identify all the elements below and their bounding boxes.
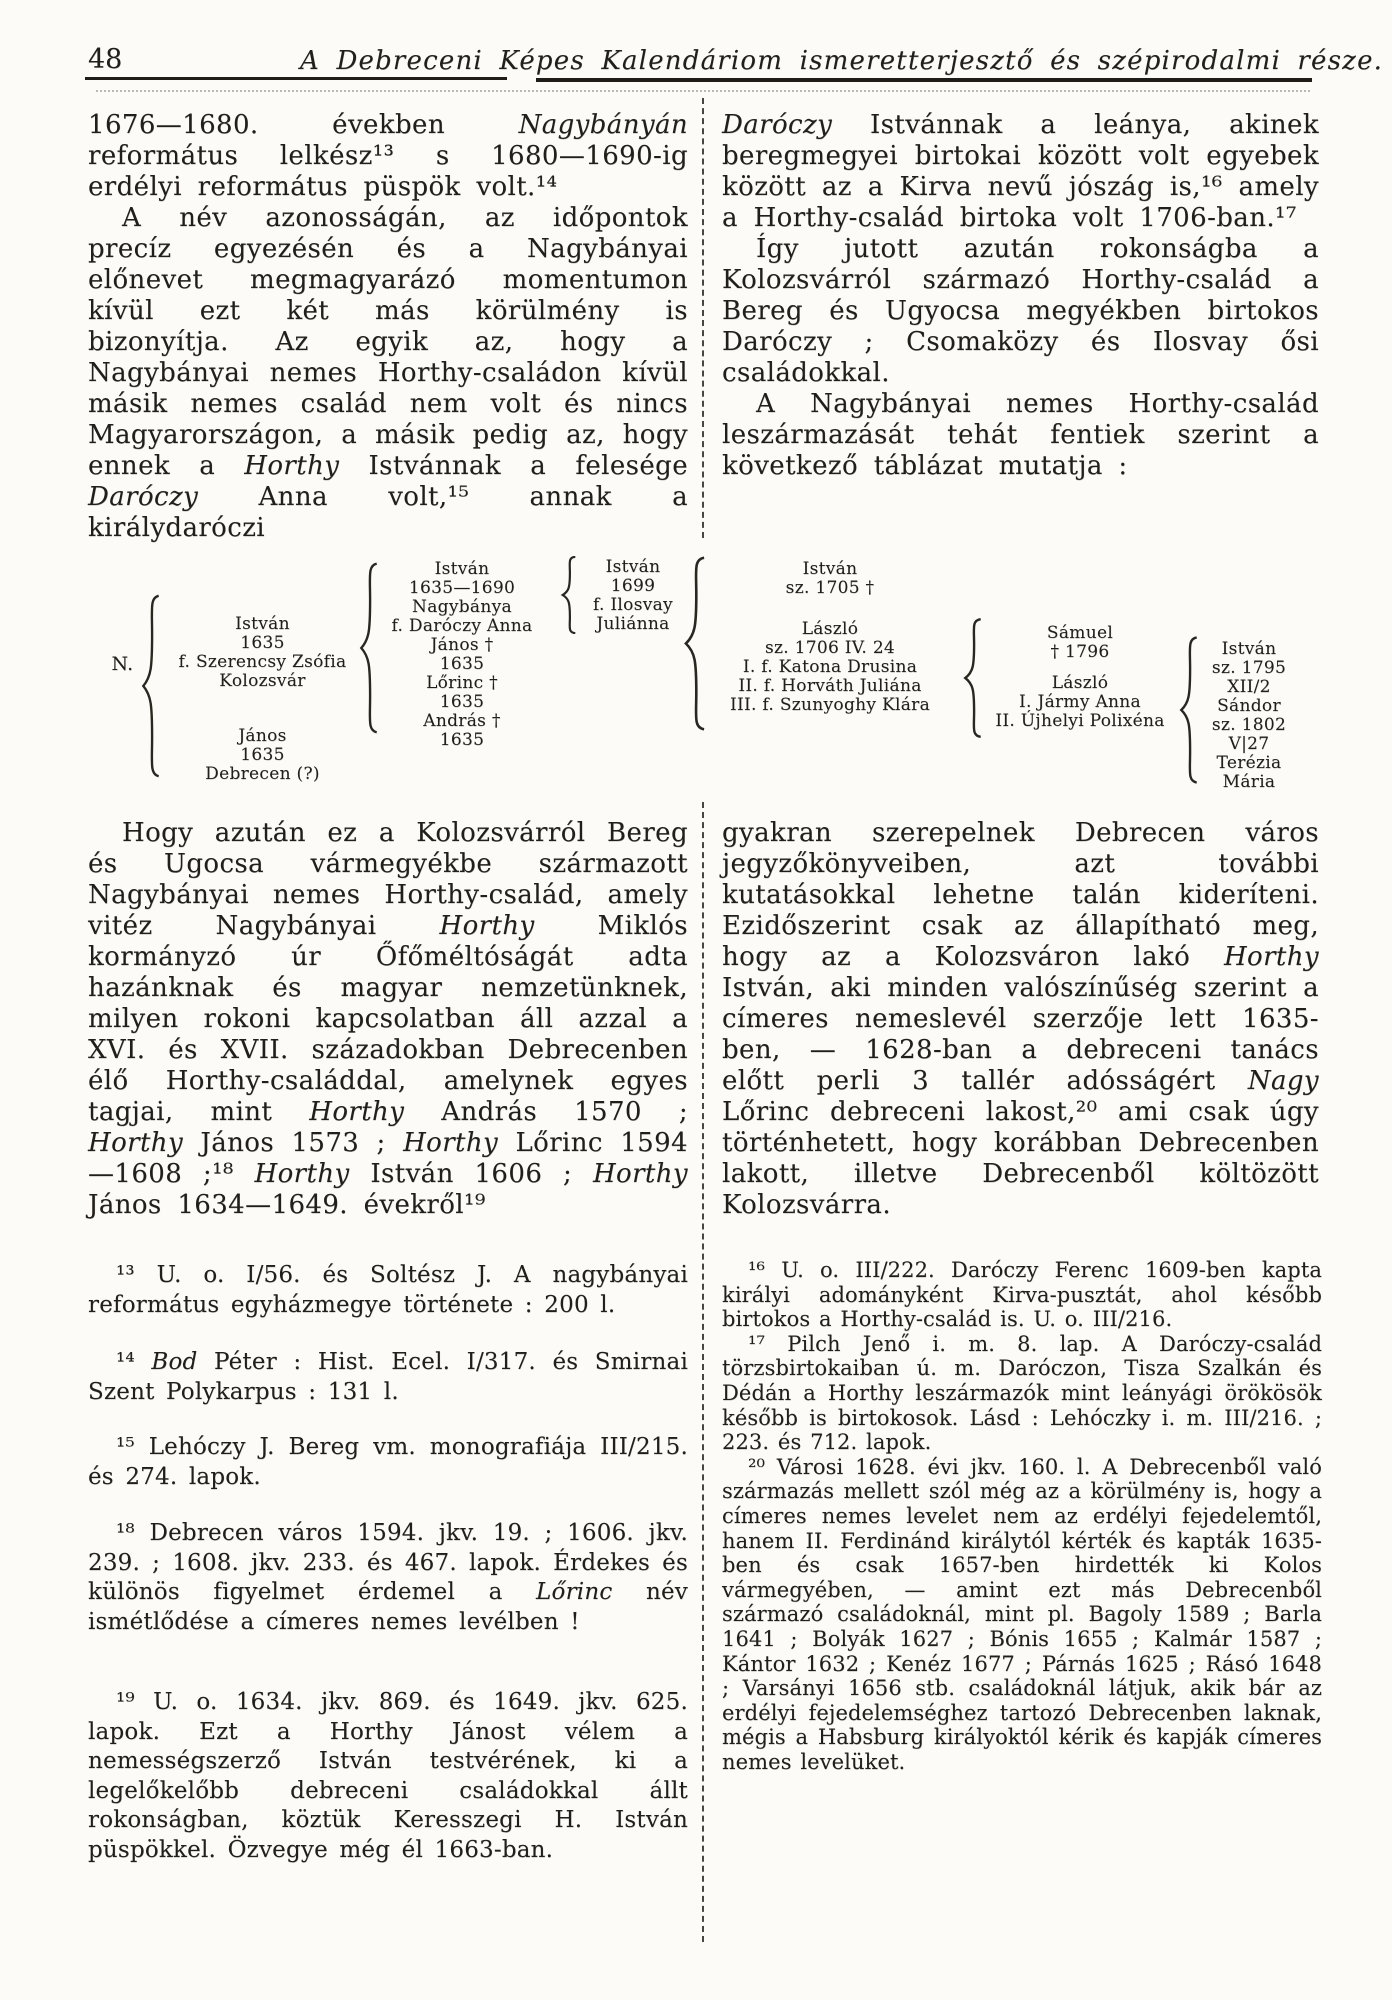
column-divider-top <box>702 98 704 538</box>
paragraph: A név azonosságán, az időpontok precíz egyezésén és a Nagybányai előnevet megmagyarázó momentumon kívül ezt két más körülmény is bizonyítja. Az egyik az, hogy a Nagybányai nemes Horthy-családon kívül másik nemes család nem volt és nincs Magyarországon, a másik pedig az, hogy ennek a Horthy Istvánnak a felesége Daróczy Anna volt,¹⁵ annak a királydaróczi <box>88 203 688 543</box>
footnote-15: ¹⁵ Lehóczy J. Bereg vm. monografiája III/215. és 274. lapok. <box>88 1434 688 1490</box>
genealogy-cell-gen5-istvan: István sz. 1705 † <box>785 559 875 598</box>
paragraph: gyakran szerepelnek Debrecen város jegyzőkönyveiben, azt további kutatásokkal lehetne talán kideríteni. Ezidőszerint csak az állapítható meg, hogy az a Kolozsváron lakó Horthy István, aki minden valószínűség szerint a címeres nemeslevél szerzője lett 1635-ben, — 1628-ban a debreceni tanács előtt perli 3 tallér adósságért Nagy Lőrinc debreceni lakost,²⁰ ami csak úgy történhetett, hogy korábban Debrecenben lakott, illetve Debrecenből költözött Kolozsvárra. <box>722 818 1319 1220</box>
paragraph: Daróczy Istvánnak a leánya, akinek beregmegyei birtokai között volt egyebek között az a Kirva nevű jószág is,¹⁶ amely a Horthy-család birtoka volt 1706-ban.¹⁷ <box>722 110 1319 233</box>
footnote-14: ¹⁴ Bod Péter : Hist. Ecel. I/317. és Smirnai Szent Polykarpus : 131 l. <box>88 1349 688 1405</box>
footnote-20: ²⁰ Városi 1628. évi jkv. 160. l. A Debrecenből való származás mellett szól még az a körülmény is, hogy a címeres nemes levelet nem az erdélyi fejedelemtől, hanem II. Ferdinánd királytól kérték és kapták 1635-ben és csak 1657-ben hirdették ki Kolos vármegyében, — amint ezt más Debrecenből származó családoknál, mint pl. Bagoly 1589 ; Barla 1641 ; Bolyák 1627 ; Bónis 1655 ; Kalmár 1587 ; Kántor 1632 ; Kenéz 1677 ; Párnás 1625 ; Rásó 1648 ; Varsányi 1656 stb. családoknál látjuk, akik bár az erdélyi fejedelemséghez tartozó Debrecenben laknak, mégis a Habsburg királyoktól kérik és kapják címeres nemes levelüket. <box>722 1454 1322 1774</box>
header-dotted-rule <box>96 90 1310 92</box>
genealogy-cell-gen6-samuel: Sámuel † 1796 <box>1046 623 1114 662</box>
genealogy-cell-gen3-children: István 1635—1690 Nagybánya f. Daróczy Anna János † 1635 Lőrinc † 1635 András † 1635 <box>391 559 533 750</box>
genealogy-cell-gen5-laszlo: László sz. 1706 IV. 24 I. f. Katona Drusina II. f. Horváth Juliána III. f. Szunyoghy Klára <box>729 619 931 715</box>
footnote-18: ¹⁸ Debrecen város 1594. jkv. 19. ; 1606. jkv. 239. ; 1608. jkv. 233. és 467. lapok. Érdekes és különös figyelmet érdemel a Lőrinc név ismétlődése a címeres nemes levélben ! <box>88 1520 688 1635</box>
brace-icon <box>682 556 708 731</box>
header-rule-left <box>85 77 507 80</box>
right-column-top <box>722 110 1319 482</box>
column-divider-bottom <box>702 802 704 1942</box>
paragraph: A Nagybányai nemes Horthy-család leszármazását tehát fentiek szerint a következő táblázat mutatja : <box>722 389 1319 481</box>
footnote-19: ¹⁹ U. o. 1634. jkv. 869. és 1649. jkv. 625. lapok. Ezt a Horthy Jánost vélem a nemességszerző István testvérének, ki a legelőkelőbb debreceni családokkal állt rokonságban, köztük Keresszegi H. István püspökkel. Özvegye még él 1663-ban. <box>88 1689 688 1863</box>
right-footnote-block <box>722 1258 1322 1774</box>
genealogy-table <box>0 548 1392 800</box>
footnote-13: ¹³ U. o. I/56. és Soltész J. A nagybányai református egyházmegye története : 200 l. <box>88 1262 688 1318</box>
right-column-middle <box>722 818 1319 1221</box>
genealogy-cell-gen6-laszlo: László I. Jármy Anna II. Újhelyi Polixéna <box>995 673 1165 731</box>
footnote-17: ¹⁷ Pilch Jenő i. m. 8. lap. A Daróczy-család törzsbirtokaiban ú. m. Daróczon, Tisza Szalkán és Dédán a Horthy leszármazók mint leányági örökösök később is birtokosok. Lásd : Lehóczky i. m. III/216. ; 223. és 712. lapok. <box>722 1331 1322 1455</box>
paragraph: Így jutott azután rokonságba a Kolozsvárról származó Horthy-család a Bereg és Ugyocsa megyékben birtokos Daróczy ; Csomaközy és Ilosvay ősi családokkal. <box>722 234 1319 388</box>
footnote-16: ¹⁶ U. o. III/222. Daróczy Ferenc 1609-ben kapta királyi adományként Kirva-pusztát, ahol később birtokos a Horthy-család is. U. o. III/216. <box>722 1258 1322 1332</box>
running-title: A Debreceni Képes Kalendáriom ismeretterjesztő és szépirodalmi része. <box>300 46 1384 76</box>
genealogy-cell-gen4-istvan: István 1699 f. Ilosvay Juliánna <box>593 557 673 634</box>
brace-icon <box>962 618 984 738</box>
genealogy-cell-gen2-janos: János 1635 Debrecen (?) <box>205 726 320 784</box>
left-column-middle <box>88 818 688 1221</box>
page-number: 48 <box>88 44 123 75</box>
header-rule-right <box>536 78 1312 82</box>
left-column-top <box>88 110 688 544</box>
paragraph: 1676—1680. években Nagybányán református lelkész¹³ s 1680—1690-ig erdélyi református püspök volt.¹⁴ <box>88 110 688 202</box>
genealogy-root: N. <box>111 653 134 675</box>
paragraph: Hogy azután ez a Kolozsvárról Bereg és Ugocsa vármegyékbe származott Nagybányai nemes Horthy-család, amely vitéz Nagybányai Horthy Miklós kormányzó úr Őfőméltóságát adta hazánknak és magyar nemzetünknek, milyen rokoni kapcsolatban áll azzal a XVI. és XVII. századokban Debrecenben élő Horthy-családdal, amelynek egyes tagjai, mint Horthy András 1570 ; Horthy János 1573 ; Horthy Lőrinc 1594—1608 ;¹⁸ Horthy István 1606 ; Horthy János 1634—1649. évekről¹⁹ <box>88 818 688 1220</box>
genealogy-cell-gen2-istvan: István 1635 f. Szerencsy Zsófia Kolozsvár <box>178 614 347 691</box>
genealogy-cell-gen7-children: István sz. 1795 XII/2 Sándor sz. 1802 V|27 Terézia Mária <box>1211 639 1287 792</box>
